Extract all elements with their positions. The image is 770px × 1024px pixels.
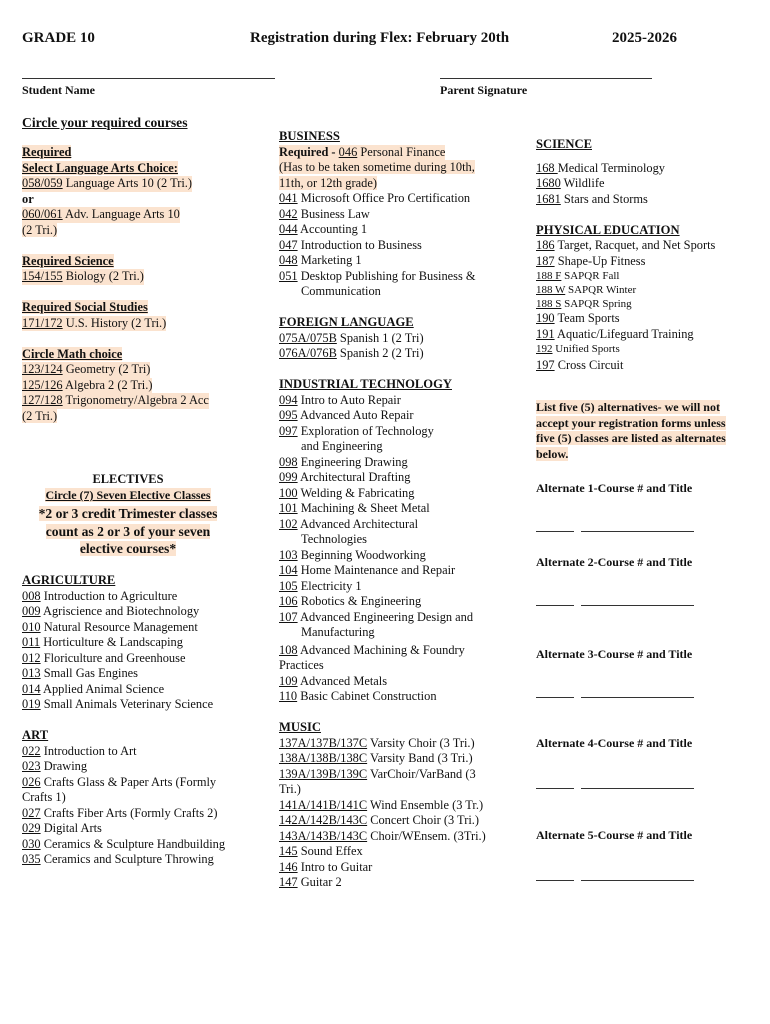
course-code: 042 [279, 206, 298, 221]
course-title: Business Law [297, 206, 370, 221]
course-title: Team Sports [554, 311, 620, 325]
course-option[interactable] [22, 604, 262, 620]
course-option[interactable] [279, 674, 519, 690]
course-title: Cross Circuit [554, 357, 624, 372]
course-title: Robotics & Engineering [297, 594, 422, 608]
course-code: 171/172 [22, 315, 63, 330]
course-title-continued: Communication [301, 284, 381, 298]
course-code: 094 [279, 392, 298, 407]
course-option[interactable] [279, 238, 519, 254]
course-title: Personal Finance [357, 144, 446, 159]
course-title: Advanced Machining & Foundry [297, 642, 465, 657]
course-code: 192 [536, 343, 553, 355]
course-title: Advanced Metals [297, 673, 388, 688]
course-title: VarChoir/VarBand (3 [367, 766, 476, 781]
course-code: 026 [22, 774, 41, 789]
course-code: 097 [279, 423, 298, 438]
alternate-4-label: Alternate 4-Course # and Title [536, 736, 693, 750]
course-option[interactable] [22, 207, 180, 223]
physical-education-heading: PHYSICAL EDUCATION [536, 222, 680, 237]
course-code: 051 [279, 268, 298, 283]
course-option[interactable] [279, 829, 519, 845]
course-code: 048 [279, 253, 298, 267]
course-code: 019 [22, 697, 41, 711]
alternate-2-label: Alternate 2-Course # and Title [536, 555, 693, 569]
required-label: Required [22, 145, 72, 159]
course-option[interactable] [536, 283, 758, 297]
course-code: 044 [279, 222, 298, 236]
course-code: 009 [22, 604, 41, 618]
alternate-1-title-blank[interactable] [581, 531, 694, 532]
course-title: Introduction to Art [40, 743, 137, 758]
course-title-continued: Crafts 1) [22, 790, 66, 804]
course-option[interactable] [22, 821, 262, 837]
course-title: Concert Choir (3 Tri.) [367, 813, 479, 827]
circle-required-heading: Circle your required courses [22, 115, 188, 130]
select-language-arts-label: Select Language Arts Choice: [22, 160, 178, 175]
course-option[interactable] [279, 393, 519, 409]
alternate-2-number-blank[interactable] [536, 605, 574, 606]
course-option[interactable] [536, 161, 758, 177]
course-option[interactable] [536, 342, 758, 358]
course-code: 046 [338, 144, 358, 159]
course-option[interactable] [22, 378, 152, 394]
grade-label: GRADE 10 [22, 30, 95, 46]
course-option[interactable] [536, 327, 758, 343]
course-code: 168 [536, 160, 558, 175]
course-title: Introduction to Agriculture [40, 588, 178, 603]
course-code: 105 [279, 578, 298, 593]
course-code: 139A/139B/139C [279, 766, 368, 781]
course-code: 125/126 [22, 377, 63, 392]
course-title: Engineering Drawing [297, 454, 408, 469]
course-title: Stars and Storms [560, 191, 648, 206]
right-column [536, 137, 758, 373]
course-option[interactable] [22, 176, 192, 192]
course-title: Wind Ensemble (3 Tr.) [367, 797, 484, 812]
course-code: 187 [536, 253, 555, 268]
course-option[interactable] [279, 813, 519, 829]
course-code: 047 [279, 237, 298, 252]
course-option[interactable] [279, 594, 519, 610]
left-column [22, 114, 257, 424]
course-option[interactable] [279, 689, 519, 705]
course-title: Marketing 1 [297, 253, 362, 267]
foreign-language-heading: FOREIGN LANGUAGE [279, 315, 414, 329]
course-code: 190 [536, 311, 555, 325]
course-code: 141A/141B/141C [279, 797, 368, 812]
course-option[interactable] [22, 393, 209, 409]
alternates-note-line: List five (5) alternatives- we will not [536, 400, 720, 414]
electives-title: ELECTIVES [92, 472, 164, 486]
course-option[interactable] [279, 736, 519, 752]
course-option[interactable] [22, 651, 262, 667]
course-option[interactable] [279, 269, 519, 285]
alternate-1-label: Alternate 1-Course # and Title [536, 481, 693, 495]
course-code: 012 [22, 650, 41, 665]
business-requirement-note: 11th, or 12th grade) [279, 175, 377, 190]
course-option[interactable] [22, 269, 144, 285]
agriculture-art-list [22, 573, 262, 868]
course-option[interactable] [22, 852, 262, 868]
course-code: 191 [536, 326, 555, 341]
course-code: 027 [22, 805, 41, 820]
course-option[interactable] [279, 563, 519, 579]
or-label: or [22, 191, 34, 206]
math-choice-label: Circle Math choice [22, 346, 123, 361]
course-title: Exploration of Technology [297, 423, 434, 438]
course-code: 127/128 [22, 393, 63, 407]
course-title-continued: (2 Tri.) [22, 222, 58, 237]
agriculture-heading: AGRICULTURE [22, 573, 116, 587]
course-title: Floriculture and Greenhouse [40, 650, 186, 665]
course-title: U.S. History (2 Tri.) [62, 315, 167, 330]
course-title: Spanish 2 (2 Tri) [336, 346, 424, 360]
course-title: Biology (2 Tri.) [62, 269, 144, 283]
course-option[interactable] [279, 253, 519, 269]
course-title: Advanced Auto Repair [297, 408, 414, 422]
course-code: 146 [279, 859, 298, 874]
course-title: Drawing [40, 759, 88, 773]
course-code: 008 [22, 588, 41, 603]
course-code: 029 [22, 821, 41, 835]
course-option[interactable] [279, 331, 519, 347]
course-title: Accounting 1 [297, 222, 368, 236]
alternate-5-title-blank[interactable] [581, 880, 694, 881]
course-code: 145 [279, 844, 298, 858]
course-code: 060/061 [22, 207, 63, 221]
alternate-4-title-blank[interactable] [581, 788, 694, 789]
course-code: 110 [279, 689, 298, 703]
parent-signature-line[interactable] [440, 78, 652, 79]
course-option[interactable] [536, 254, 758, 270]
course-code: 138A/138B/138C [279, 751, 368, 765]
course-option[interactable] [279, 844, 519, 860]
course-code: 022 [22, 743, 41, 758]
course-code: 010 [22, 619, 41, 634]
course-option[interactable] [536, 358, 758, 374]
alternate-3-title-blank[interactable] [581, 697, 694, 698]
course-option[interactable] [279, 751, 519, 767]
course-option[interactable] [22, 759, 262, 775]
course-title: Desktop Publishing for Business & [297, 268, 476, 283]
course-option[interactable] [279, 610, 519, 626]
course-option[interactable] [536, 192, 758, 208]
course-title-continued: Manufacturing [301, 625, 375, 639]
course-code: 188 W [536, 284, 566, 296]
course-option[interactable] [22, 837, 262, 853]
course-option[interactable] [22, 666, 262, 682]
alternate-4-number-blank[interactable] [536, 788, 574, 789]
course-title: SAPQR Winter [565, 284, 637, 296]
course-title: Wildlife [560, 176, 605, 190]
course-title: Geometry (2 Tri) [62, 362, 151, 376]
course-code: 035 [22, 852, 41, 866]
science-heading: SCIENCE [536, 137, 592, 151]
course-code: 014 [22, 681, 41, 696]
course-code: 147 [279, 875, 298, 889]
required-science-label: Required Science [22, 253, 114, 268]
course-code: 197 [536, 357, 555, 372]
course-title: Advanced Engineering Design and [297, 609, 474, 624]
course-title: Crafts Glass & Paper Arts (Formly [40, 774, 217, 789]
alternate-3-number-blank[interactable] [536, 697, 574, 698]
course-option[interactable] [22, 697, 262, 713]
course-code: 100 [279, 485, 298, 500]
course-title: Electricity 1 [297, 578, 362, 593]
alternate-1-number-blank[interactable] [536, 531, 574, 532]
course-option[interactable] [22, 744, 262, 760]
course-option[interactable] [279, 517, 519, 533]
course-option[interactable] [279, 798, 519, 814]
course-code: 106 [279, 594, 298, 608]
required-social-studies-label: Required Social Studies [22, 300, 148, 314]
course-option[interactable] [279, 643, 519, 659]
course-title: Ceramics and Sculpture Throwing [40, 852, 214, 866]
industrial-technology-heading: INDUSTRIAL TECHNOLOGY [279, 377, 452, 391]
course-option[interactable] [22, 682, 262, 698]
alternate-2-title-blank[interactable] [581, 605, 694, 606]
course-option[interactable] [536, 269, 758, 283]
course-code: 076A/076B [279, 346, 337, 360]
course-title: Intro to Auto Repair [297, 392, 401, 407]
course-option[interactable] [279, 424, 519, 440]
alternate-5-label: Alternate 5-Course # and Title [536, 828, 693, 842]
course-option[interactable] [22, 589, 262, 605]
student-name-label: Student Name [22, 83, 96, 97]
course-option[interactable] [536, 297, 758, 311]
course-option[interactable] [279, 501, 519, 517]
course-title: Introduction to Business [297, 237, 422, 252]
course-title: Choir/WEnsem. (3Tri.) [367, 828, 486, 843]
course-option[interactable] [279, 767, 519, 783]
course-code: 075A/075B [279, 330, 337, 345]
course-option[interactable] [22, 635, 262, 651]
course-option[interactable] [22, 362, 150, 378]
course-title: Applied Animal Science [40, 681, 165, 696]
course-option[interactable] [22, 620, 262, 636]
course-title: Varsity Choir (3 Tri.) [367, 735, 475, 750]
course-code: 154/155 [22, 269, 63, 283]
art-heading: ART [22, 728, 49, 742]
electives-note-line2: count as 2 or 3 of your seven [45, 523, 211, 539]
course-title: Guitar 2 [297, 875, 342, 889]
course-code: 143A/143B/143C [279, 828, 368, 843]
alternates-note-line: five (5) classes are listed as alternates [536, 431, 726, 446]
course-option[interactable] [22, 316, 166, 332]
course-option[interactable] [279, 207, 519, 223]
alternates-note-line: below. [536, 446, 569, 461]
course-title-continued: Technologies [301, 532, 367, 546]
course-code: 104 [279, 563, 298, 577]
course-title: Machining & Sheet Metal [297, 501, 430, 515]
course-code: 186 [536, 238, 555, 252]
course-code: 142A/142B/143C [279, 813, 368, 827]
course-title: Sound Effex [297, 844, 363, 858]
course-code: 013 [22, 666, 41, 680]
course-title: Advanced Architectural [297, 516, 419, 531]
course-title: Adv. Language Arts 10 [62, 207, 180, 221]
course-title: Welding & Fabricating [297, 485, 415, 500]
course-code: 109 [279, 673, 298, 688]
course-option[interactable] [536, 311, 758, 327]
course-title: Language Arts 10 (2 Tri.) [62, 176, 193, 190]
alternates-instructions [536, 400, 756, 462]
parent-signature-label: Parent Signature [440, 83, 528, 97]
course-option[interactable] [536, 176, 758, 192]
course-code: 107 [279, 609, 298, 624]
course-option[interactable] [279, 222, 519, 238]
course-title: Intro to Guitar [297, 859, 373, 874]
course-code: 041 [279, 191, 298, 205]
course-title: Small Gas Engines [40, 666, 138, 680]
course-code: 058/059 [22, 176, 63, 190]
course-title: Horticulture & Landscaping [40, 635, 183, 649]
course-title-continued: Tri.) [279, 782, 301, 796]
course-code: 123/124 [22, 362, 63, 376]
course-title: Varsity Band (3 Tri.) [367, 751, 473, 765]
course-title-continued: Practices [279, 658, 324, 672]
course-code: 030 [22, 836, 41, 851]
course-title: Unified Sports [552, 343, 620, 355]
course-option[interactable] [279, 408, 519, 424]
course-option[interactable] [279, 455, 519, 471]
course-title: Architectural Drafting [297, 470, 411, 484]
course-code: 1680 [536, 176, 561, 190]
course-code: 102 [279, 516, 298, 531]
course-title: Trigonometry/Algebra 2 Acc [62, 393, 209, 407]
course-title: Basic Cabinet Construction [297, 689, 437, 703]
electives-block [22, 471, 234, 558]
electives-instruction: Circle (7) Seven Elective Classes [45, 488, 211, 502]
course-code: 188 S [536, 298, 562, 310]
course-title: SAPQR Spring [561, 298, 632, 310]
course-option[interactable] [22, 806, 262, 822]
course-title: Agriscience and Biotechnology [40, 604, 200, 618]
student-name-line[interactable] [22, 78, 275, 79]
course-title-continued: (2 Tri.) [22, 408, 58, 423]
required-prefix: Required - [279, 144, 339, 159]
course-title: SAPQR Fall [561, 270, 620, 282]
course-title: Natural Resource Management [40, 619, 198, 634]
course-title: Medical Terminology [557, 160, 665, 175]
course-code: 188 F [536, 270, 562, 282]
course-code: 103 [279, 547, 298, 562]
course-code: 011 [22, 635, 41, 649]
course-option[interactable] [279, 860, 519, 876]
business-heading: BUSINESS [279, 129, 340, 143]
course-option[interactable] [279, 579, 519, 595]
course-title: Ceramics & Sculpture Handbuilding [40, 836, 226, 851]
course-code: 099 [279, 470, 298, 484]
course-title: Crafts Fiber Arts (Formly Crafts 2) [40, 805, 218, 820]
course-title: Home Maintenance and Repair [297, 563, 456, 577]
course-code: 023 [22, 759, 41, 773]
course-option[interactable] [279, 548, 519, 564]
alternate-3-label: Alternate 3-Course # and Title [536, 647, 693, 661]
course-code: 095 [279, 408, 298, 422]
course-code: 101 [279, 501, 298, 515]
course-title: Spanish 1 (2 Tri) [336, 330, 424, 345]
course-title: Small Animals Veterinary Science [40, 697, 214, 711]
course-code: 137A/137B/137C [279, 735, 368, 750]
course-title-continued: and Engineering [301, 439, 383, 453]
business-requirement-note: (Has to be taken sometime during 10th, [279, 160, 475, 174]
course-option[interactable] [279, 346, 519, 362]
course-code: 1681 [536, 191, 561, 206]
required-business-course[interactable] [279, 145, 445, 161]
alternates-note-line: accept your registration forms unless [536, 415, 726, 430]
course-option[interactable] [279, 470, 519, 486]
alternate-5-number-blank[interactable] [536, 880, 574, 881]
music-heading: MUSIC [279, 720, 321, 734]
course-option[interactable] [279, 875, 519, 891]
course-option[interactable] [279, 486, 519, 502]
page-title: Registration during Flex: February 20th [250, 30, 510, 46]
course-title: Target, Racquet, and Net Sports [554, 238, 716, 252]
electives-note-line1: *2 or 3 credit Trimester classes [38, 506, 218, 521]
course-code: 108 [279, 642, 298, 657]
course-title: Digital Arts [40, 821, 102, 835]
course-option[interactable] [279, 191, 519, 207]
course-title: Beginning Woodworking [297, 547, 426, 562]
middle-column [279, 129, 519, 891]
electives-note-line3: elective courses* [79, 541, 177, 556]
course-title: Algebra 2 (2 Tri.) [62, 377, 153, 392]
course-option[interactable] [536, 238, 758, 254]
school-year: 2025-2026 [612, 30, 677, 46]
course-code: 098 [279, 454, 298, 469]
course-title: Shape-Up Fitness [554, 253, 646, 268]
course-option[interactable] [22, 775, 262, 791]
course-title: Microsoft Office Pro Certification [297, 191, 471, 205]
course-title: Aquatic/Lifeguard Training [554, 326, 694, 341]
